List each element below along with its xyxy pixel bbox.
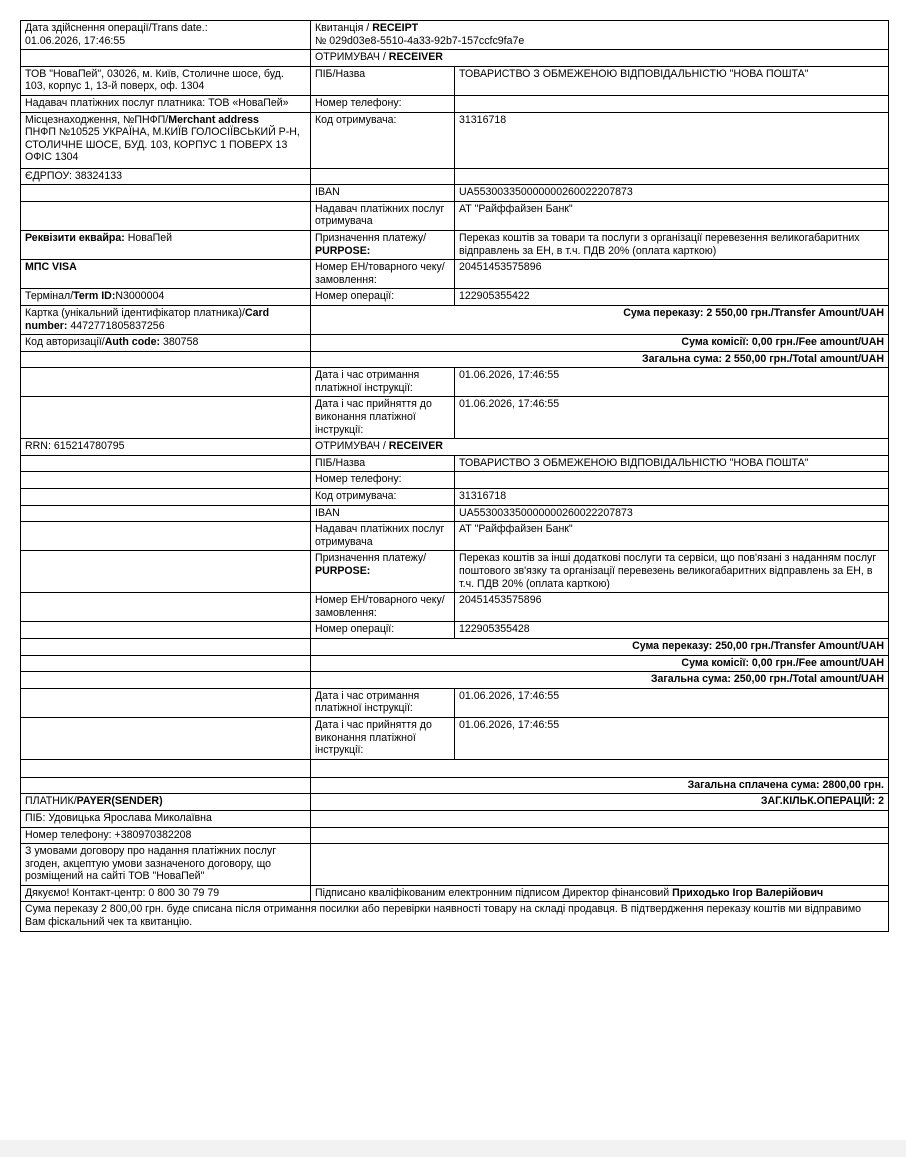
receipt-table (20, 20, 889, 932)
receiver-2-purpose-label: Призначення платежу/ PURPOSE: (311, 551, 455, 593)
receiver-1-purpose: Переказ коштів за товари та послуги з організації перевезення великогабаритних відправлень за ЕН, в т.ч. ПДВ 20% (оплата карткою) (455, 230, 889, 259)
receiver-1-accepted: 01.06.2026, 17:46:55 (455, 397, 889, 439)
empty-cell (21, 638, 311, 655)
receiver-2-bank: АТ "Райффайзен Банк" (455, 522, 889, 551)
empty-cell (21, 655, 311, 672)
receiver-1-name: ТОВАРИСТВО З ОБМЕЖЕНОЮ ВІДПОВІДАЛЬНІСТЮ "НОВА ПОШТА" (455, 66, 889, 95)
receiver-1-operation: 122905355422 (455, 289, 889, 306)
empty-cell (21, 551, 311, 593)
total-paid: Загальна сплачена сума: 2800,00 грн. (311, 777, 889, 794)
empty-cell (21, 672, 311, 689)
receiver-1-received: 01.06.2026, 17:46:55 (455, 368, 889, 397)
empty-cell (21, 201, 311, 230)
receiver-2-total-amount: Загальна сума: 250,00 грн./Total amount/UAH (311, 672, 889, 689)
receiver-1-name-label: ПІБ/Назва (311, 66, 455, 95)
empty-cell (455, 168, 889, 185)
empty-cell (311, 844, 889, 886)
empty-cell (21, 759, 311, 777)
receiver-2-fee-amount: Сума комісії: 0,00 грн./Fee amount/UAH (311, 655, 889, 672)
signature: Підписано кваліфікованим електронним підписом Директор фінансовий Приходько Ігор Валерійович (311, 885, 889, 902)
receiver-1-bank: АТ "Райффайзен Банк" (455, 201, 889, 230)
receiver-2-invoice: 20451453575896 (455, 593, 889, 622)
receiver-2-operation: 122905355428 (455, 622, 889, 639)
empty-cell (21, 472, 311, 489)
receiver-2-phone-label: Номер телефону: (311, 472, 455, 489)
provider-company: ТОВ "НоваПей", 03026, м. Київ, Столичне шосе, буд. 103, корпус 1, 13-й поверх, оф. 1304 (21, 66, 311, 95)
empty-cell (21, 397, 311, 439)
receiver-1-code: 31316718 (455, 112, 889, 168)
operations-count: ЗАГ.КІЛЬК.ОПЕРАЦІЙ: 2 (311, 794, 889, 811)
mps: МПС VISA (21, 260, 311, 289)
receiver-1-phone-label: Номер телефону: (311, 95, 455, 112)
receiver-1-phone (455, 95, 889, 112)
receiver-2-name-label: ПІБ/Назва (311, 455, 455, 472)
receiver-1-fee-amount: Сума комісії: 0,00 грн./Fee amount/UAH (311, 335, 889, 352)
trans-date-value: 01.06.2026, 17:46:55 (25, 34, 126, 47)
receiver-2-accepted: 01.06.2026, 17:46:55 (455, 717, 889, 759)
empty-cell (21, 717, 311, 759)
empty-cell (311, 810, 889, 827)
merchant-address: Місцезнаходження, №ПНФП/Merchant address ПНФП №10525 УКРАЇНА, М.КИЇВ ГОЛОСІЇВСЬКИЙ Р-Н, СТОЛИЧНЕ ШОСЕ, БУД. 103, КОРПУС 1 ПОВЕРХ 13 ОФІС 1304 (21, 112, 311, 168)
trans-date-label: Дата здійснення операції/Trans date.: (25, 22, 208, 34)
empty-cell (21, 522, 311, 551)
receiver-2-transfer-amount: Сума переказу: 250,00 грн./Transfer Amount/UAH (311, 638, 889, 655)
receiver-2-phone (455, 472, 889, 489)
receipt-cell (311, 21, 889, 50)
empty-cell (21, 50, 311, 67)
receiver-2-bank-label: Надавач платіжних послуг отримувача (311, 522, 455, 551)
receiver-1-purpose-label: Призначення платежу/ PURPOSE: (311, 230, 455, 259)
trans-date-cell (21, 21, 311, 50)
receiver-2-code: 31316718 (455, 489, 889, 506)
receiver-1-received-label: Дата і час отримання платіжної інструкції: (311, 368, 455, 397)
receiver-2-invoice-label: Номер ЕН/товарного чеку/замовлення: (311, 593, 455, 622)
receiver-2-received: 01.06.2026, 17:46:55 (455, 688, 889, 717)
empty-cell (311, 168, 455, 185)
empty-cell (311, 827, 889, 844)
receiver-2-operation-label: Номер операції: (311, 622, 455, 639)
payer-heading: ПЛАТНИК/PAYER(SENDER) (21, 794, 311, 811)
receiver-1-operation-label: Номер операції: (311, 289, 455, 306)
receiver-1-bank-label: Надавач платіжних послуг отримувача (311, 201, 455, 230)
acquirer: Реквізити еквайра: НоваПей (21, 230, 311, 259)
terminal-id: Термінал/Term ID:N3000004 (21, 289, 311, 306)
payment-provider: Надавач платіжних послуг платника: ТОВ «НоваПей» (21, 95, 311, 112)
receiver-1-transfer-amount: Сума переказу: 2 550,00 грн./Transfer Amount/UAH (311, 305, 889, 334)
empty-cell (21, 455, 311, 472)
receiver-2-name: ТОВАРИСТВО З ОБМЕЖЕНОЮ ВІДПОВІДАЛЬНІСТЮ "НОВА ПОШТА" (455, 455, 889, 472)
receiver-2-accepted-label: Дата і час прийняття до виконання платіжної інструкції: (311, 717, 455, 759)
empty-cell (21, 185, 311, 202)
receipt-number: № 029d03e8-5510-4a33-92b7-157ccfc9fa7e (315, 34, 525, 47)
empty-cell (21, 593, 311, 622)
contact-center: Дякуємо! Контакт-центр: 0 800 30 79 79 (21, 885, 311, 902)
receiver-2-heading: ОТРИМУВАЧ / RECEIVER (311, 439, 889, 456)
empty-cell (21, 351, 311, 368)
empty-cell (21, 622, 311, 639)
payer-name: ПІБ: Удовицька Ярослава Миколаївна (21, 810, 311, 827)
receiver-1-invoice-label: Номер ЕН/товарного чеку/замовлення: (311, 260, 455, 289)
empty-cell (21, 489, 311, 506)
receiver-2-received-label: Дата і час отримання платіжної інструкції: (311, 688, 455, 717)
receipt-label-en: RECEIPT (372, 22, 419, 34)
rrn: RRN: 615214780795 (21, 439, 311, 456)
auth-code: Код авторизації/Auth code: 380758 (21, 335, 311, 352)
empty-cell (21, 777, 311, 794)
receiver-1-iban-label: IBAN (311, 185, 455, 202)
receiver-1-invoice: 20451453575896 (455, 260, 889, 289)
empty-cell (21, 505, 311, 522)
receiver-2-iban-label: IBAN (311, 505, 455, 522)
receiver-1-accepted-label: Дата і час прийняття до виконання платіжної інструкції: (311, 397, 455, 439)
payer-phone: Номер телефону: +380970382208 (21, 827, 311, 844)
agreement-text: З умовами договору про надання платіжних послуг згоден, акцептую умови зазначеного договору, що розміщений на сайті ТОВ "НоваПей" (21, 844, 311, 886)
receiver-1-heading: ОТРИМУВАЧ / RECEIVER (311, 50, 889, 67)
footer-note: Сума переказу 2 800,00 грн. буде списана після отримання посилки або перевірки наявності товару на складі продавця. В підтвердження переказу коштів ми відправимо Вам фіскальний чек та квитанцію. (21, 902, 889, 931)
receiver-2-purpose: Переказ коштів за інші додаткові послуги та сервіси, що пов'язані з наданням послуг поштового зв'язку та організації перевезень великогабаритних відправлень за ЕН, в т.ч. ПДВ 20% (оплата карткою) (455, 551, 889, 593)
receiver-2-code-label: Код отримувача: (311, 489, 455, 506)
receiver-1-code-label: Код отримувача: (311, 112, 455, 168)
card-number: Картка (унікальний ідентифікатор платника)/Card number: 4472771805837256 (21, 305, 311, 334)
empty-cell (311, 759, 889, 777)
receiver-2-iban: UA553003350000000260022207873 (455, 505, 889, 522)
receipt-label: Квитанція / (315, 22, 373, 34)
header-row (21, 21, 889, 50)
receiver-1-iban: UA553003350000000260022207873 (455, 185, 889, 202)
empty-cell (21, 368, 311, 397)
receiver-1-total-amount: Загальна сума: 2 550,00 грн./Total amount/UAH (311, 351, 889, 368)
empty-cell (21, 688, 311, 717)
edrpou: ЄДРПОУ: 38324133 (21, 168, 311, 185)
